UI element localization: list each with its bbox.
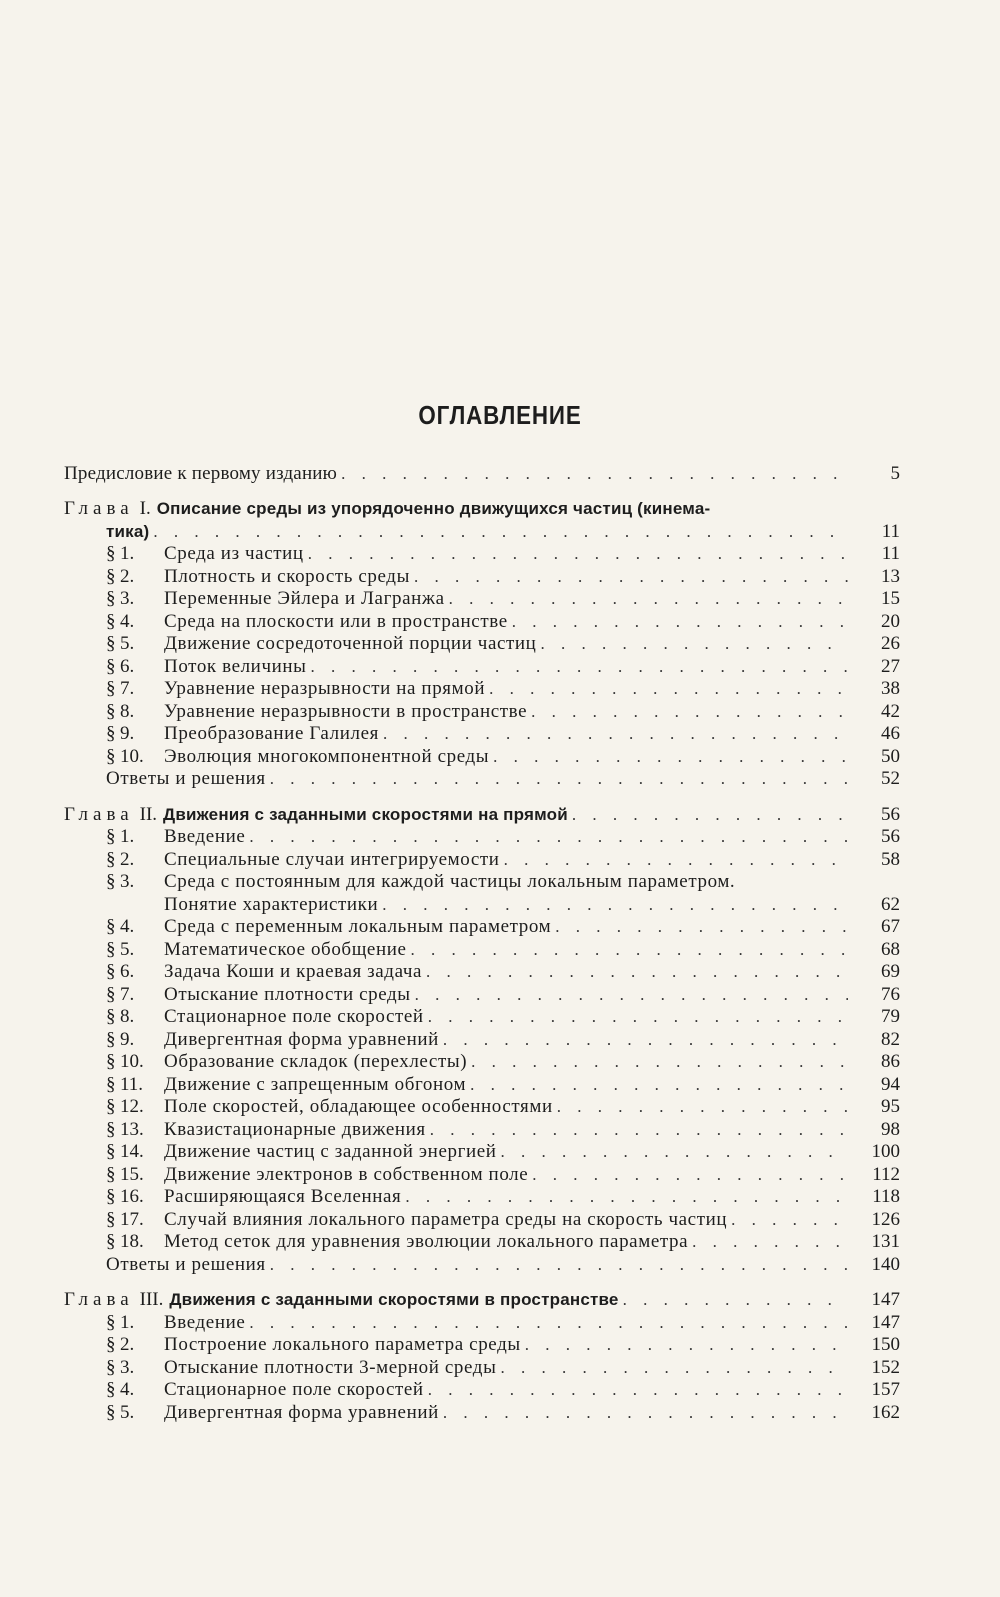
- toc-section-entry[interactable]: [64, 655, 900, 678]
- section-sign-icon: §: [106, 961, 116, 982]
- section-title: Стационарное поле скоростей: [164, 1379, 424, 1400]
- dot-leader: [557, 1096, 848, 1118]
- page-title: ОГЛАВЛЕНИЕ: [418, 400, 582, 430]
- section-number: [106, 588, 164, 610]
- toc-answers-entry[interactable]: [64, 1253, 900, 1276]
- section-sign-icon: §: [106, 871, 116, 892]
- toc-section-entry[interactable]: [64, 543, 900, 566]
- section-number: [106, 678, 164, 700]
- section-sign-icon: §: [106, 1231, 116, 1252]
- section-title: Среда на плоскости или в пространстве: [164, 610, 508, 632]
- answers-title: Ответы и решения: [106, 1253, 266, 1275]
- section-number-value: 4.: [120, 610, 135, 632]
- section-number-value: 4.: [120, 916, 135, 937]
- section-number-value: 1.: [120, 826, 135, 847]
- toc-page-number: 56: [881, 826, 900, 847]
- section-number-value: 7.: [120, 678, 135, 699]
- dot-leader: [270, 1254, 848, 1276]
- section-number: [106, 543, 164, 565]
- toc-page-number: 94: [881, 1073, 900, 1095]
- section-number: [106, 1231, 164, 1253]
- toc-section-entry[interactable]: [64, 1401, 900, 1424]
- section-sign-icon: §: [106, 1208, 116, 1230]
- toc-page-number: 27: [881, 655, 900, 677]
- dot-leader: [449, 588, 848, 610]
- section-title: Плотность и скорость среды: [164, 565, 410, 587]
- section-title: Среда с постоянным для каждой частицы локальным параметром.: [164, 871, 736, 892]
- toc-section-entry[interactable]: [64, 1379, 900, 1402]
- dot-leader: [731, 1209, 848, 1231]
- section-number: [106, 1402, 164, 1424]
- toc-section-entry[interactable]: [64, 983, 900, 1006]
- section-number: [106, 1051, 164, 1073]
- toc-page-number: 56: [881, 803, 900, 825]
- dot-leader: [414, 566, 848, 588]
- toc-section-entry[interactable]: [64, 1028, 900, 1051]
- section-number-value: 12.: [120, 1096, 144, 1117]
- section-sign-icon: §: [106, 723, 116, 744]
- toc-page-number: 98: [881, 1118, 900, 1140]
- section-number-value: 2.: [120, 848, 135, 870]
- section-number-value: 3.: [120, 588, 135, 609]
- section-number-value: 10.: [120, 745, 144, 767]
- section-number-value: 9.: [120, 723, 135, 744]
- section-number-value: 7.: [120, 983, 135, 1005]
- chapter-title: Движения с заданными скоростями в пространстве: [169, 1290, 619, 1309]
- section-sign-icon: §: [106, 1379, 116, 1400]
- section-sign-icon: §: [106, 1356, 116, 1378]
- section-number-value: 11.: [120, 1073, 144, 1095]
- section-number-value: 6.: [120, 961, 135, 982]
- chapter-title-cont: тика): [106, 521, 150, 541]
- section-number: [106, 723, 164, 745]
- section-title: Построение локального параметра среды: [164, 1334, 521, 1355]
- section-sign-icon: §: [106, 588, 116, 609]
- toc-page-number: 58: [881, 848, 900, 870]
- toc-section-entry[interactable]: [64, 610, 900, 633]
- section-number: [106, 1006, 164, 1028]
- dot-leader: [572, 804, 848, 826]
- toc-page-number: 162: [871, 1401, 900, 1423]
- section-number: [106, 1029, 164, 1051]
- section-number-value: 10.: [120, 1051, 144, 1072]
- section-number: [106, 656, 164, 678]
- dot-leader: [532, 1164, 848, 1186]
- section-title: Стационарное поле скоростей: [164, 1006, 424, 1027]
- section-number-value: 5.: [120, 938, 135, 960]
- toc-section-entry[interactable]: [64, 745, 900, 768]
- section-number: [106, 1209, 164, 1231]
- section-number-value: 16.: [120, 1186, 144, 1207]
- section-sign-icon: §: [106, 1073, 116, 1095]
- toc-page-number: 82: [881, 1028, 900, 1050]
- section-sign-icon: §: [106, 1401, 116, 1423]
- toc-page-number: 26: [881, 633, 900, 654]
- section-sign-icon: §: [106, 1051, 116, 1072]
- section-sign-icon: §: [106, 700, 116, 722]
- section-number: [106, 611, 164, 633]
- section-number: [106, 1096, 164, 1118]
- section-number: [106, 1164, 164, 1186]
- dot-leader: [540, 633, 848, 655]
- section-number: [106, 826, 164, 848]
- chapter-number: I.: [139, 498, 151, 519]
- section-sign-icon: §: [106, 1028, 116, 1050]
- toc-page-number: 147: [871, 1289, 900, 1310]
- section-title: Отыскание плотности среды: [164, 983, 411, 1005]
- section-title: Квазистационарные движения: [164, 1118, 426, 1140]
- section-number: [106, 1186, 164, 1208]
- dot-leader: [471, 1051, 848, 1073]
- section-sign-icon: §: [106, 848, 116, 870]
- dot-leader: [443, 1029, 848, 1051]
- toc-section-entry[interactable]: [64, 1311, 900, 1334]
- chapter-prefix: Глава: [64, 498, 134, 519]
- chapter-number: III.: [139, 1289, 164, 1310]
- section-number-value: 5.: [120, 633, 135, 654]
- toc-page-number: 11: [881, 543, 900, 564]
- toc-page-number: 11: [881, 520, 900, 542]
- dot-leader: [504, 849, 848, 871]
- dot-leader: [623, 1289, 848, 1311]
- section-sign-icon: §: [106, 745, 116, 767]
- toc-page-number: 152: [871, 1356, 900, 1378]
- toc-page-number: 68: [881, 938, 900, 960]
- section-title: Движение частиц с заданной энергией: [164, 1141, 497, 1162]
- toc-section-entry[interactable]: [64, 700, 900, 723]
- section-number: [106, 984, 164, 1006]
- section-number: [106, 701, 164, 723]
- toc-page-number: 76: [881, 983, 900, 1005]
- section-number-value: 8.: [120, 1006, 135, 1027]
- section-title: Случай влияния локального параметра среды на скорость частиц: [164, 1208, 728, 1230]
- dot-leader: [411, 939, 848, 961]
- section-sign-icon: §: [106, 1118, 116, 1140]
- toc-section-entry[interactable]: [64, 1334, 900, 1357]
- dot-leader: [382, 894, 848, 916]
- toc-page-number: 140: [871, 1253, 900, 1275]
- section-sign-icon: §: [106, 678, 116, 699]
- section-sign-icon: §: [106, 565, 116, 587]
- section-number-value: 8.: [120, 700, 135, 722]
- section-number-value: 5.: [120, 1401, 135, 1423]
- dot-leader: [443, 1402, 848, 1424]
- toc-section-entry[interactable]: [64, 565, 900, 588]
- toc-section-entry[interactable]: [64, 1208, 900, 1231]
- toc-page-number: 79: [881, 1006, 900, 1027]
- toc-section-entry[interactable]: [64, 916, 900, 939]
- answers-title: Ответы и решения: [106, 768, 266, 789]
- dot-leader: [415, 984, 848, 1006]
- section-sign-icon: §: [106, 983, 116, 1005]
- dot-leader: [525, 1334, 848, 1356]
- section-number: [106, 961, 164, 983]
- dot-leader: [500, 1357, 848, 1379]
- dot-leader: [555, 916, 848, 938]
- section-title: Переменные Эйлера и Лагранжа: [164, 588, 445, 609]
- section-number-value: 4.: [120, 1379, 135, 1400]
- section-sign-icon: §: [106, 1096, 116, 1117]
- dot-leader: [428, 1006, 848, 1028]
- section-sign-icon: §: [106, 1163, 116, 1185]
- section-sign-icon: §: [106, 1006, 116, 1027]
- dot-leader: [405, 1186, 848, 1208]
- section-sign-icon: §: [106, 543, 116, 564]
- section-sign-icon: §: [106, 610, 116, 632]
- section-sign-icon: §: [106, 1186, 116, 1207]
- dot-leader: [249, 1312, 848, 1334]
- toc-section-entry[interactable]: [64, 848, 900, 871]
- toc-section-entry[interactable]: [64, 871, 900, 894]
- dot-leader: [531, 701, 848, 723]
- section-number-value: 2.: [120, 565, 135, 587]
- toc-section-entry[interactable]: [64, 1118, 900, 1141]
- section-title: Образование складок (перехлесты): [164, 1051, 468, 1072]
- toc-section-entry[interactable]: [64, 588, 900, 611]
- section-number: [106, 566, 164, 588]
- dot-leader: [489, 678, 848, 700]
- section-number-value: 18.: [120, 1231, 144, 1252]
- dot-leader: [383, 723, 848, 745]
- section-title: Среда из частиц: [164, 543, 304, 564]
- dot-leader: [430, 1119, 848, 1141]
- toc-page-number: 126: [871, 1208, 900, 1230]
- section-number-value: 9.: [120, 1028, 135, 1050]
- section-sign-icon: §: [106, 1334, 116, 1355]
- section-title: Уравнение неразрывности в пространстве: [164, 700, 528, 722]
- toc-section-entry[interactable]: [64, 1141, 900, 1164]
- toc-page-number: 86: [881, 1051, 900, 1072]
- section-number: [106, 1357, 164, 1379]
- chapter-heading[interactable]: [64, 1289, 900, 1312]
- section-title: Задача Коши и краевая задача: [164, 961, 423, 982]
- chapter-heading[interactable]: [64, 498, 900, 521]
- dot-leader: [501, 1141, 848, 1163]
- toc-entry-preface[interactable]: [64, 462, 900, 485]
- toc-section-entry[interactable]: [64, 1051, 900, 1074]
- toc-section-entry[interactable]: [64, 723, 900, 746]
- section-sign-icon: §: [106, 1311, 116, 1333]
- section-number-value: 3.: [120, 871, 135, 892]
- chapter-title: Описание среды из упорядоченно движущихся частиц (кинема-: [156, 499, 711, 518]
- toc-page-number: 13: [881, 565, 900, 587]
- toc-section-entry[interactable]: [64, 961, 900, 984]
- section-number: [106, 871, 164, 893]
- section-number: [106, 849, 164, 871]
- toc-section-entry[interactable]: [64, 1186, 900, 1209]
- section-title: Введение: [164, 1311, 246, 1333]
- section-number: [106, 1379, 164, 1401]
- section-sign-icon: §: [106, 938, 116, 960]
- toc-page-number: 67: [881, 916, 900, 937]
- section-number-value: 17.: [120, 1208, 144, 1230]
- section-title: Расширяющаяся Вселенная: [164, 1186, 402, 1207]
- section-number: [106, 1074, 164, 1096]
- section-title: Метод сеток для уравнения эволюции локального параметра: [164, 1231, 689, 1252]
- section-title: Движение сосредоточенной порции частиц: [164, 633, 537, 654]
- toc-page-number: 95: [881, 1096, 900, 1117]
- toc-page-number: 150: [871, 1334, 900, 1355]
- toc-page-number: 131: [871, 1231, 900, 1252]
- toc-section-entry[interactable]: [64, 1006, 900, 1029]
- toc-page-number: 100: [871, 1141, 900, 1162]
- toc-section-entry-cont[interactable]: [64, 893, 900, 916]
- dot-leader: [311, 656, 848, 678]
- toc-section-entry[interactable]: [64, 1231, 900, 1254]
- dot-leader: [512, 611, 848, 633]
- section-sign-icon: §: [106, 655, 116, 677]
- toc-page-number: 46: [881, 723, 900, 744]
- section-title: Дивергентная форма уравнений: [164, 1028, 439, 1050]
- section-number-value: 3.: [120, 1356, 135, 1378]
- dot-leader: [270, 768, 848, 790]
- toc-page-number: 50: [881, 745, 900, 767]
- toc-section-entry[interactable]: [64, 938, 900, 961]
- section-sign-icon: §: [106, 633, 116, 654]
- toc-section-entry[interactable]: [64, 633, 900, 656]
- toc-page-number: 62: [881, 893, 900, 915]
- toc-page-number: 112: [872, 1163, 900, 1185]
- section-title: Поток величины: [164, 655, 307, 677]
- section-sign-icon: §: [106, 916, 116, 937]
- toc-answers-entry[interactable]: [64, 768, 900, 791]
- section-number-value: 1.: [120, 1311, 135, 1333]
- section-title: Поле скоростей, обладающее особенностями: [164, 1096, 553, 1117]
- section-number: [106, 633, 164, 655]
- toc-page-number: 69: [881, 961, 900, 982]
- toc-page-number: 20: [881, 610, 900, 632]
- toc-page-number: 118: [872, 1186, 900, 1207]
- section-title-cont: Понятие характеристики: [164, 893, 379, 915]
- section-sign-icon: §: [106, 826, 116, 847]
- toc-entry-label: Предисловие к первому изданию: [64, 462, 338, 484]
- section-sign-icon: §: [106, 1141, 116, 1162]
- toc-page-number: 157: [871, 1379, 900, 1400]
- toc-page-number: 42: [881, 700, 900, 722]
- section-title: Дивергентная форма уравнений: [164, 1401, 439, 1423]
- chapter-heading[interactable]: [64, 803, 900, 826]
- dot-leader: [493, 746, 848, 768]
- dot-leader: [153, 521, 848, 543]
- section-number-value: 14.: [120, 1141, 144, 1162]
- dot-leader: [249, 826, 848, 848]
- dot-leader: [341, 463, 848, 485]
- section-number: [106, 1334, 164, 1356]
- section-number-value: 6.: [120, 655, 135, 677]
- section-number: [106, 939, 164, 961]
- section-number: [106, 1141, 164, 1163]
- section-title: Движение электронов в собственном поле: [164, 1163, 529, 1185]
- section-title: Введение: [164, 826, 246, 847]
- toc-section-entry[interactable]: [64, 678, 900, 701]
- section-number-value: 15.: [120, 1163, 144, 1185]
- section-number: [106, 746, 164, 768]
- section-title: Эволюция многокомпонентной среды: [164, 745, 490, 767]
- section-number-value: 1.: [120, 543, 135, 564]
- chapter-number: II.: [139, 803, 158, 825]
- section-title: Отыскание плотности 3-мерной среды: [164, 1356, 497, 1378]
- toc-section-entry[interactable]: [64, 1073, 900, 1096]
- section-number-value: 2.: [120, 1334, 135, 1355]
- toc-page-number: 15: [881, 588, 900, 609]
- section-title: Преобразование Галилея: [164, 723, 379, 744]
- dot-leader: [470, 1074, 848, 1096]
- toc-section-entry[interactable]: [64, 826, 900, 849]
- toc-page-number: 52: [881, 768, 900, 789]
- toc-section-entry[interactable]: [64, 1356, 900, 1379]
- toc-section-entry[interactable]: [64, 1096, 900, 1119]
- section-title: Уравнение неразрывности на прямой: [164, 678, 486, 699]
- dot-leader: [692, 1231, 848, 1253]
- toc-page-number: 38: [881, 678, 900, 699]
- section-number-value: 13.: [120, 1118, 144, 1140]
- section-number: [106, 916, 164, 938]
- chapter-title: Движения с заданными скоростями на прямой: [163, 804, 568, 824]
- dot-leader: [426, 961, 848, 983]
- section-title: Среда с переменным локальным параметром: [164, 916, 552, 937]
- chapter-prefix: Глава: [64, 803, 134, 825]
- section-number: [106, 1119, 164, 1141]
- toc-page-number: 147: [871, 1311, 900, 1333]
- section-title: Движение с запрещенным обгоном: [164, 1073, 467, 1095]
- section-number: [106, 1312, 164, 1334]
- section-title: Специальные случаи интегрируемости: [164, 848, 500, 870]
- section-title: Математическое обобщение: [164, 938, 407, 960]
- dot-leader: [428, 1379, 848, 1401]
- chapter-heading-cont[interactable]: [64, 520, 900, 543]
- chapter-list: [64, 498, 900, 1424]
- dot-leader: [308, 543, 848, 565]
- table-of-contents: [64, 462, 900, 1424]
- chapter-prefix: Глава: [64, 1289, 134, 1310]
- toc-page-number: 5: [890, 462, 900, 484]
- toc-section-entry[interactable]: [64, 1163, 900, 1186]
